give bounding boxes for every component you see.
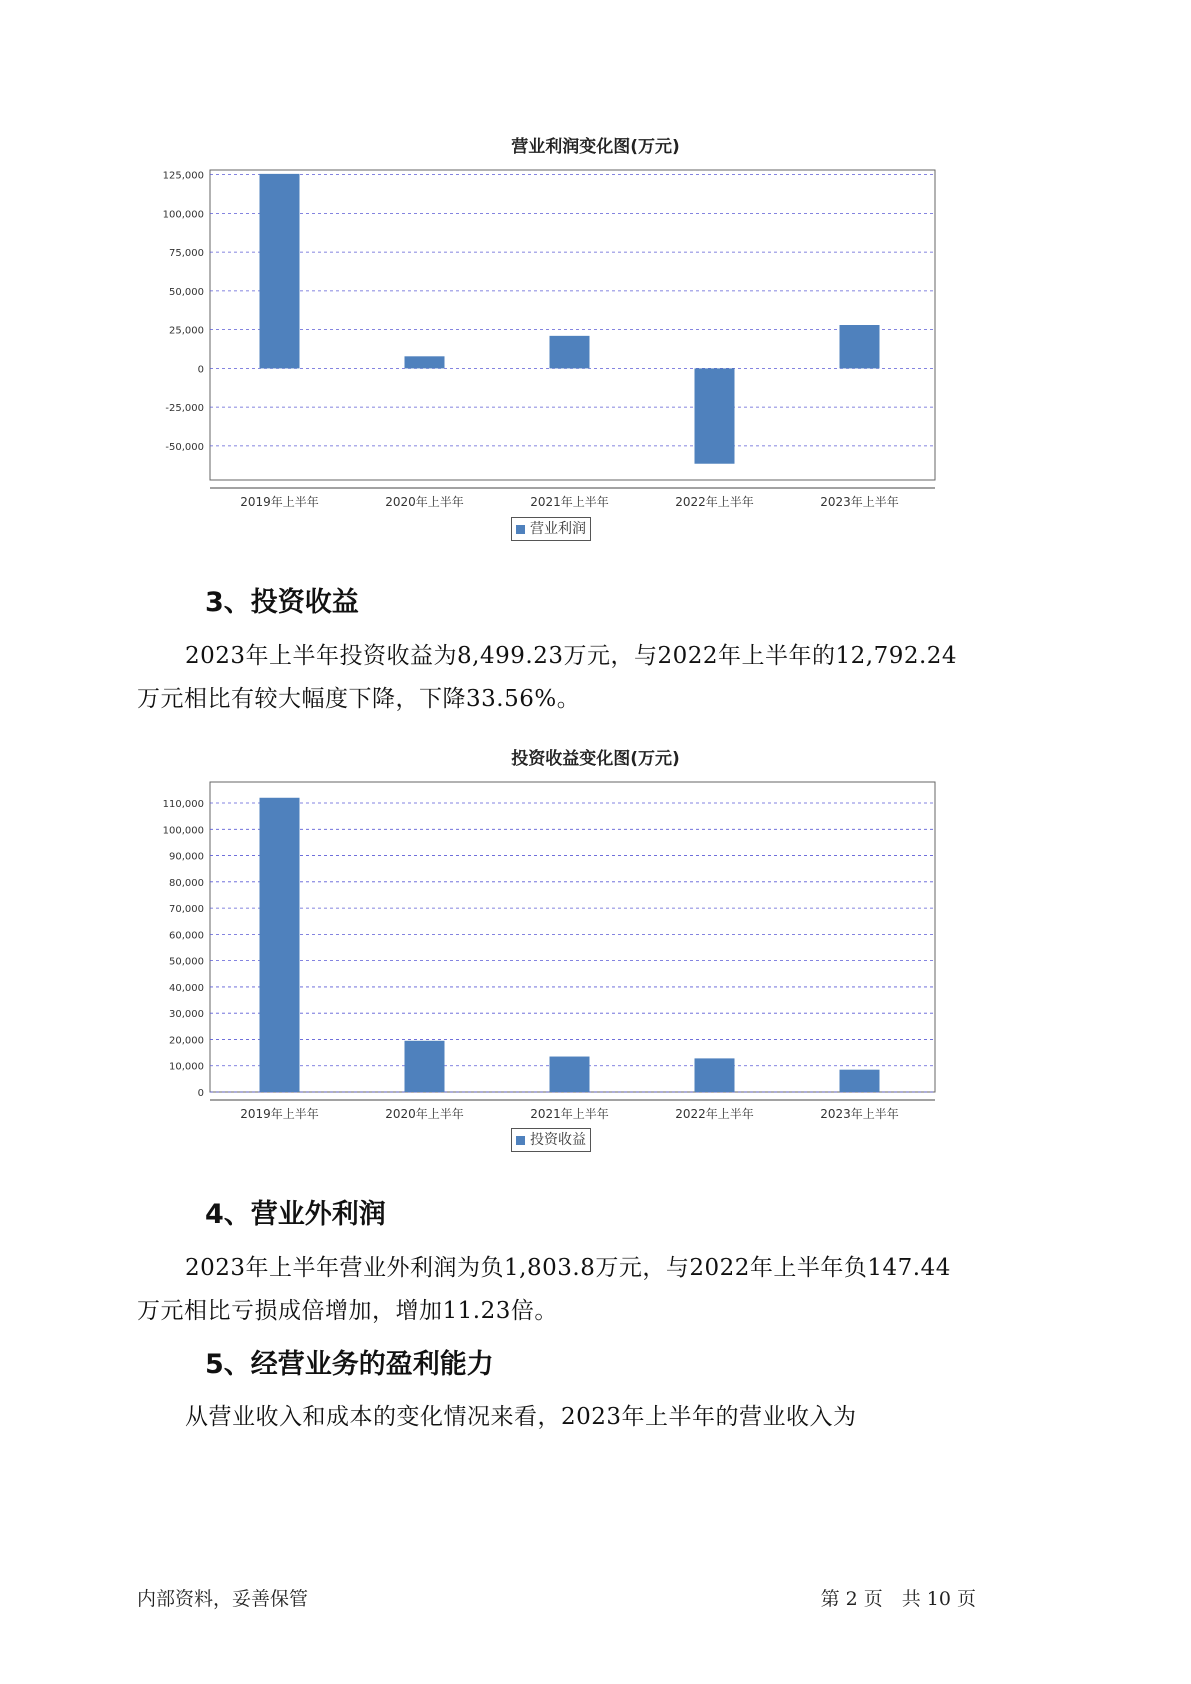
bar-2019年上半年 <box>260 174 300 369</box>
investment-income-chart <box>150 772 950 1127</box>
x-tick-label: 2023年上半年 <box>820 495 899 509</box>
y-tick-label: 80,000 <box>169 877 204 889</box>
y-tick-label: 125,000 <box>162 170 204 182</box>
y-tick-label: 30,000 <box>169 1009 204 1021</box>
section-3-paragraph-line2: 万元相比有较大幅度下降，下降33.56%。 <box>137 686 581 712</box>
x-tick-label: 2021年上半年 <box>530 1107 609 1121</box>
investment-income-chart-title: 投资收益变化图(万元) <box>511 749 680 769</box>
operating-profit-chart <box>150 160 950 515</box>
x-tick-label: 2019年上半年 <box>240 1107 319 1121</box>
x-tick-label: 2022年上半年 <box>675 1107 754 1121</box>
legend-swatch <box>516 1136 525 1145</box>
x-tick-label: 2022年上半年 <box>675 495 754 509</box>
operating-profit-chart-title: 营业利润变化图(万元) <box>511 137 680 157</box>
y-tick-label: 0 <box>197 364 204 376</box>
footer-page-number: 第 2 页 共 10 页 <box>820 1588 976 1610</box>
section-3-paragraph-line1: 2023年上半年投资收益为8,499.23万元，与2022年上半年的12,792.24 <box>185 643 958 669</box>
legend-label: 投资收益 <box>530 1132 586 1148</box>
y-tick-label: 25,000 <box>169 325 204 337</box>
plot-area <box>210 170 935 480</box>
bar-2021年上半年 <box>550 336 590 369</box>
investment-income-legend <box>511 1128 591 1152</box>
y-tick-label: 110,000 <box>162 799 204 811</box>
bar-2023年上半年 <box>840 1070 880 1092</box>
legend-swatch <box>516 525 525 534</box>
y-tick-label: 50,000 <box>169 286 204 298</box>
section-4-paragraph-line1: 2023年上半年营业外利润为负1,803.8万元，与2022年上半年负147.44 <box>185 1255 951 1281</box>
y-tick-label: 75,000 <box>169 248 204 260</box>
y-tick-label: 70,000 <box>169 904 204 916</box>
section-4-paragraph-line2: 万元相比亏损成倍增加，增加11.23倍。 <box>137 1298 558 1324</box>
section-5-heading: 5、经营业务的盈利能力 <box>205 1349 494 1380</box>
bar-2020年上半年 <box>405 1041 445 1092</box>
x-tick-label: 2020年上半年 <box>385 1107 464 1121</box>
x-tick-label: 2019年上半年 <box>240 495 319 509</box>
operating-profit-legend <box>511 517 591 541</box>
x-tick-label: 2020年上半年 <box>385 495 464 509</box>
y-tick-label: 100,000 <box>162 825 204 837</box>
footer-confidential-note: 内部资料，妥善保管 <box>137 1588 309 1610</box>
bar-2021年上半年 <box>550 1057 590 1092</box>
y-tick-label: 20,000 <box>169 1035 204 1047</box>
y-tick-label: 10,000 <box>169 1061 204 1073</box>
plot-area <box>210 782 935 1092</box>
legend-label: 营业利润 <box>530 521 586 537</box>
x-tick-label: 2021年上半年 <box>530 495 609 509</box>
x-tick-label: 2023年上半年 <box>820 1107 899 1121</box>
section-3-heading: 3、投资收益 <box>205 587 359 618</box>
y-tick-label: -25,000 <box>165 403 204 415</box>
bar-2019年上半年 <box>260 798 300 1092</box>
y-tick-label: 60,000 <box>169 930 204 942</box>
bar-2020年上半年 <box>405 356 445 368</box>
y-tick-label: 0 <box>197 1088 204 1099</box>
section-4-heading: 4、营业外利润 <box>205 1199 386 1230</box>
y-tick-label: 50,000 <box>169 956 204 968</box>
bar-2023年上半年 <box>840 325 880 368</box>
y-tick-label: 100,000 <box>162 209 204 221</box>
section-5-paragraph-line1: 从营业收入和成本的变化情况来看，2023年上半年的营业收入为 <box>185 1404 857 1430</box>
bar-2022年上半年 <box>695 368 735 463</box>
y-tick-label: 90,000 <box>169 851 204 863</box>
y-tick-label: -50,000 <box>165 441 204 453</box>
y-tick-label: 40,000 <box>169 982 204 994</box>
bar-2022年上半年 <box>695 1058 735 1092</box>
